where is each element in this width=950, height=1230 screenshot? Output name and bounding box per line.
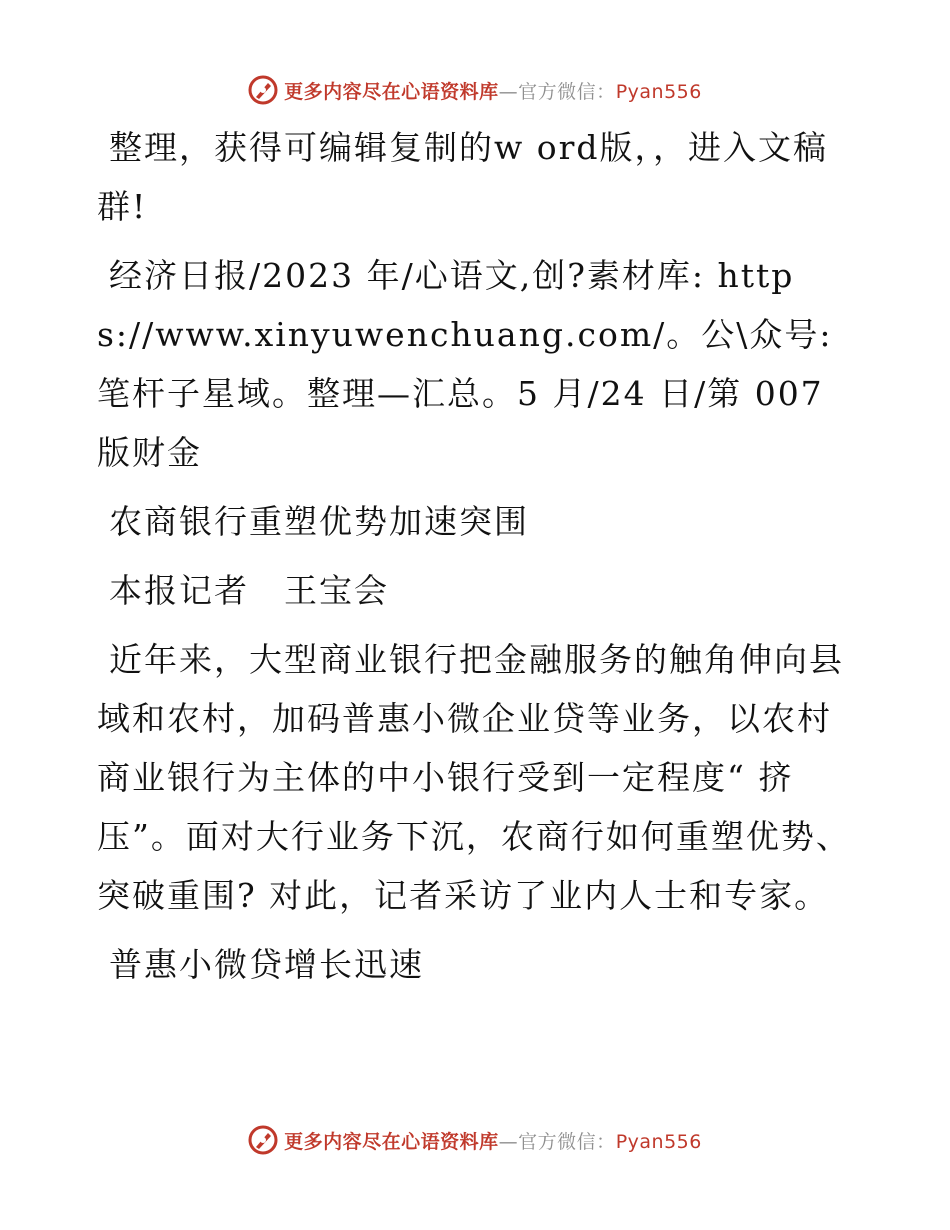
intro-paragraph: 整理，获得可编辑复制的w ord版，，进入文稿群! [97,128,829,226]
document-body [97,118,852,1004]
source-paragraph: 经济日报/2023 年/心语文,创?素材库: https://www.xinyuwenchuang.com/。公\众号: 笔杆子星域。整理—汇总。5 月/24 日/第 007 版财金 [97,256,833,472]
pen-logo-icon [248,1125,278,1155]
watermark-id: Pyan556 [615,1130,702,1153]
header-watermark [0,70,950,110]
watermark-sub: —官方微信： [498,1130,616,1153]
article-byline: 本报记者 王宝会 [109,571,389,610]
watermark-main: 更多内容尽在心语资料库 [284,1130,499,1153]
pen-logo-icon [248,75,278,105]
footer-watermark [0,1120,950,1160]
section-heading: 普惠小微贷增长迅速 [109,945,424,984]
watermark-text [284,77,702,104]
watermark-sub: —官方微信： [498,80,616,103]
watermark-text [284,1127,702,1154]
article-title: 农商银行重塑优势加速突围 [109,502,529,541]
watermark-main: 更多内容尽在心语资料库 [284,80,499,103]
article-lead-paragraph: 近年来，大型商业银行把金融服务的触角伸向县域和农村，加码普惠小微企业贷等业务，以农村商业银行为主体的中小银行受到一定程度“ 挤压”。面对大行业务下沉，农商行如何重塑优势、突破重围? 对此，记者采访了业内人士和专家。 [97,640,851,915]
watermark-id: Pyan556 [615,80,702,103]
